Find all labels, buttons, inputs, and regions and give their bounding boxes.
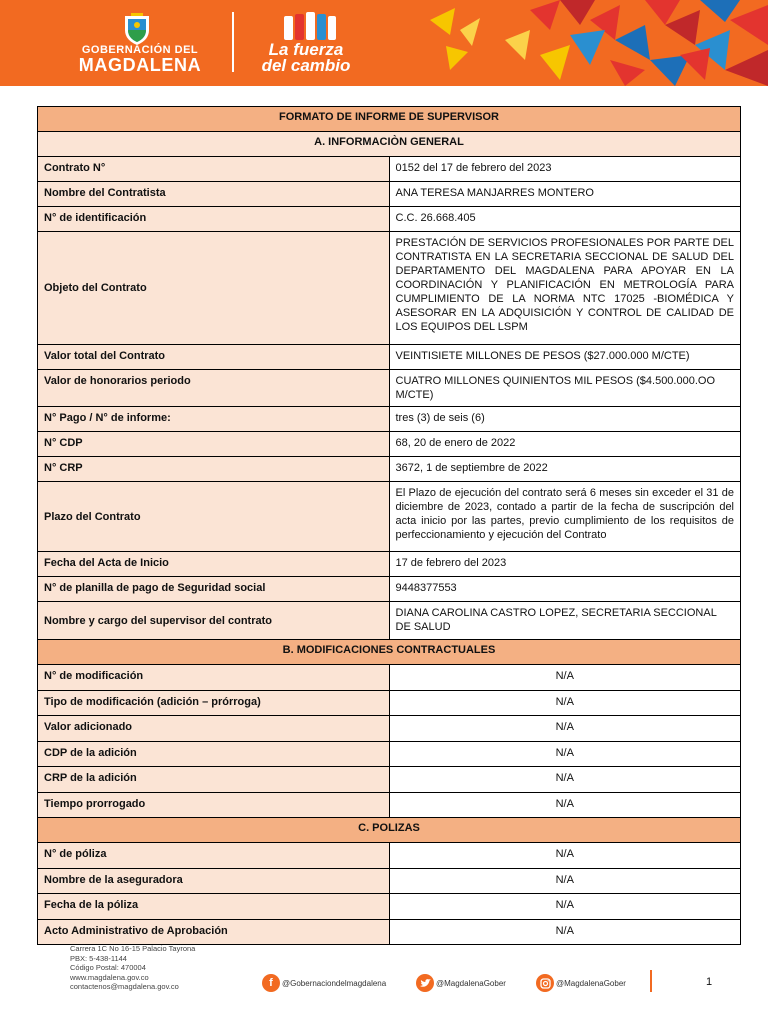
field-label: Valor total del Contrato [38,345,390,370]
government-logo-text [62,44,218,75]
table-row [38,345,741,370]
field-value: N/A [389,716,741,742]
field-label: N° CRP [38,457,390,482]
address-line: Carrera 1C No 16-15 Palacio Tayrona [70,944,196,953]
field-value: N/A [389,843,741,869]
field-value: 0152 del 17 de febrero del 2023 [389,157,741,182]
header-banner [0,0,768,86]
table-row [38,407,741,432]
twitter-link[interactable] [416,974,506,992]
table-row [38,690,741,716]
field-label: Contrato N° [38,157,390,182]
supervisor-report-table [37,106,741,945]
field-value: VEINTISIETE MILLONES DE PESOS ($27.000.000 M/CTE) [389,345,741,370]
page-number: 1 [706,976,713,988]
field-label: Plazo del Contrato [38,482,390,552]
table-row [38,767,741,793]
table-row [38,868,741,894]
field-label: Tipo de modificación (adición – prórroga) [38,690,390,716]
field-label: N° de póliza [38,843,390,869]
field-value: PRESTACIÓN DE SERVICIOS PROFESIONALES POR PARTE DEL CONTRATISTA EN LA SECRETARIA SECCIONAL DE SALUD DEL DEPARTAMENTO DEL MAGDALENA PARA APOYAR EN LA COORDINACIÓN Y PLANIFICACIÓN EN METROLOGÍA PARA CUMPLIMIENTO DE LA NORMA NTC 17025 -BIOMÉDICA Y ASESORAR EN LA ADQUISICIÓN Y CONTROL DE CALIDAD DE LOS EQUIPOS DEL LSPM [389,232,741,345]
footer-divider [650,970,652,992]
facebook-icon: f [262,974,280,992]
instagram-icon [536,974,554,992]
field-label: N° de modificación [38,665,390,691]
field-value: ANA TERESA MANJARRES MONTERO [389,182,741,207]
coat-of-arms-icon [122,12,152,46]
table-row [38,457,741,482]
instagram-link[interactable] [536,974,626,992]
field-label: N° de identificación [38,207,390,232]
field-value: N/A [389,690,741,716]
field-label: Fecha de la póliza [38,894,390,920]
field-value: N/A [389,767,741,793]
table-row [38,232,741,345]
table-row [38,370,741,407]
table-row [38,432,741,457]
facebook-link[interactable] [262,974,386,992]
decorative-triangles [410,0,768,86]
address-line: PBX: 5-438-1144 [70,953,127,963]
field-label: N° de planilla de pago de Seguridad social [38,577,390,602]
twitter-handle: @MagdalenaGober [436,978,506,988]
table-row [38,207,741,232]
address-line: Código Postal: 470004 [70,963,146,972]
table-row [38,741,741,767]
field-label: N° Pago / N° de informe: [38,407,390,432]
form-title: FORMATO DE INFORME DE SUPERVISOR [38,107,741,132]
table-row [38,577,741,602]
field-value: N/A [389,919,741,945]
field-label: CDP de la adición [38,741,390,767]
field-value: DIANA CAROLINA CASTRO LOPEZ, SECRETARIA SECCIONAL DE SALUD [389,602,741,640]
field-value: N/A [389,868,741,894]
table-row [38,792,741,818]
field-label: Objeto del Contrato [38,232,390,345]
section-c-heading: C. POLIZAS [38,818,741,843]
field-value: N/A [389,741,741,767]
table-row [38,182,741,207]
field-label: Nombre de la aseguradora [38,868,390,894]
table-row [38,843,741,869]
field-label: Nombre del Contratista [38,182,390,207]
field-value: CUATRO MILLONES QUINIENTOS MIL PESOS ($4.500.000.OO M/CTE) [389,370,741,407]
slogan-line-1: La fuerza [268,40,344,59]
field-value: N/A [389,894,741,920]
table-row [38,552,741,577]
section-b-heading: B. MODIFICACIONES CONTRACTUALES [38,640,741,665]
slogan-line-2: del cambio [261,56,351,75]
banner-divider [232,12,234,72]
slogan [244,42,368,74]
field-label: N° CDP [38,432,390,457]
gov-line-2: MAGDALENA [78,55,202,75]
twitter-icon [416,974,434,992]
table-row [38,665,741,691]
field-value: C.C. 26.668.405 [389,207,741,232]
field-value: tres (3) de seis (6) [389,407,741,432]
table-row [38,894,741,920]
field-value: N/A [389,792,741,818]
field-value: 9448377553 [389,577,741,602]
field-value: 68, 20 de enero de 2022 [389,432,741,457]
field-value: 3672, 1 de septiembre de 2022 [389,457,741,482]
website-link[interactable]: www.magdalena.gov.co [70,972,149,982]
field-label: CRP de la adición [38,767,390,793]
field-label: Fecha del Acta de Inicio [38,552,390,577]
field-label: Acto Administrativo de Aprobación [38,919,390,945]
table-row [38,482,741,552]
table-row [38,919,741,945]
field-label: Valor de honorarios periodo [38,370,390,407]
field-label: Nombre y cargo del supervisor del contrato [38,602,390,640]
table-row [38,716,741,742]
email-link[interactable]: contactenos@magdalena.gov.co [70,982,179,991]
footer-address [70,944,195,992]
instagram-handle: @MagdalenaGober [556,978,626,988]
field-value: N/A [389,665,741,691]
table-row [38,157,741,182]
field-value: 17 de febrero del 2023 [389,552,741,577]
field-label: Tiempo prorrogado [38,792,390,818]
facebook-handle: @Gobernaciondelmagdalena [282,978,387,988]
field-value: El Plazo de ejecución del contrato será 6 meses sin exceder el 31 de diciembre de 2023, contado a partir de la fecha de suscripción del acta inicio por las partes, previo cumplimiento de los requisitos de perfeccionamiento y ejecución del Contrato [389,482,741,552]
section-a-heading: A. INFORMACIÒN GENERAL [38,132,741,157]
table-row [38,602,741,640]
field-label: Valor adicionado [38,716,390,742]
gov-line-1: GOBERNACIÓN DEL [81,44,199,56]
